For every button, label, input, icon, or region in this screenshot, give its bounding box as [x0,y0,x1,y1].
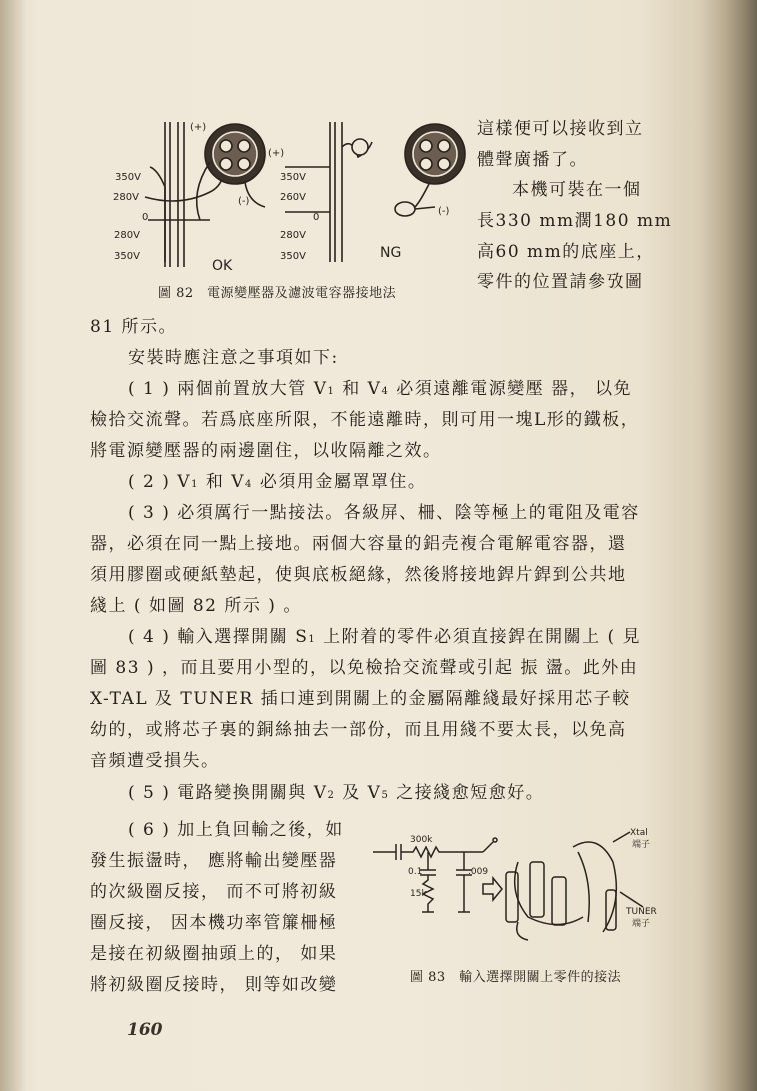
figure-83-diagram [368,822,660,962]
text-line: 體聲廣播了。 [477,150,588,170]
binding-shadow [0,0,26,1091]
minus-mark-2: (-) [438,206,450,217]
text-line: 長330 mm濶180 mm [477,211,673,231]
text-line: 音頻遭受損失。 [90,751,220,771]
voltage-right-2: 260V [280,192,306,203]
text-line: 器，必須在同一點上接地。兩個大容量的鋁壳複合電解電容器，還 [90,534,627,554]
fig83-cap-label-1: 0.1 [408,867,423,877]
plus-mark-1: (+) [190,122,207,133]
text-line: X-TAL 及 TUNER 插口連到開關上的金屬隔離綫最好採用芯子較 [90,689,631,709]
figure-82-diagram [90,112,470,307]
fig83-tuner-label: TUNER [626,907,657,917]
voltage-left-1: 350V [115,172,141,183]
text-line: 檢拾交流聲。若爲底座所限，不能遠離時，則可用一塊L形的鐵板， [90,410,640,430]
text-line: 綫上 ( 如圖 82 所示 ) 。 [90,596,302,616]
text-line: ( 6 ) 加上負回輸之後，如 [128,820,344,840]
figure-83-caption: 圖 83 輸入選擇開關上零件的接法 [410,970,622,985]
ok-label: OK [212,258,233,274]
ng-label: NG [380,245,402,261]
text-line: 的次級圈反接， 而不可將初級 [90,882,338,902]
voltage-right-5: 350V [280,251,306,262]
voltage-left-3: 0 [142,212,149,223]
text-line: 幼的，或將芯子裏的銅絲抽去一部份，而且用綫不要太長，以免高 [90,720,627,740]
voltage-left-2: 280V [113,192,139,203]
text-line: ( 5 ) 電路變換開關與 V2 及 V5 之接綫愈短愈好。 [128,783,545,803]
text-line: 將初級圈反接時， 則等如改變 [90,975,338,995]
fig83-tuner-sub: 端子 [632,919,651,929]
text-line: 零件的位置請參攷圖 [477,272,644,292]
voltage-right-1: 350V [280,172,306,183]
text-line: 安裝時應注意之事項如下: [128,348,339,368]
voltage-left-4: 280V [114,230,140,241]
text-line: 發生振盪時， 應將輸出變壓器 [90,851,338,871]
text-line: ( 4 ) 輸入選擇開關 S1 上附着的零件必須直接銲在開關上 ( 見 [128,627,642,647]
fig83-xtal-label: Xtal [630,828,648,838]
fig83-xtal-sub: 端子 [632,840,651,850]
voltage-right-4: 280V [280,230,306,241]
text-line: 高60 mm的底座上， [477,242,655,262]
fig83-resistor-300k: 300k [410,835,433,845]
voltage-right-3: 0 [313,212,320,223]
text-line: 81 所示。 [90,317,178,337]
text-line: 圖 83 ) ，而且要用小型的，以免檢拾交流聲或引起 振 盪。此外由 [90,658,639,678]
fig83-resistor-15k: 15k [410,889,427,899]
text-line: 須用膠圈或硬紙墊起，使與底板絕緣，然後將接地銲片銲到公共地 [90,565,627,585]
text-line: ( 2 ) V1 和 V4 必須用金屬罩罩住。 [128,472,427,492]
text-line: 將電源變壓器的兩邊圍住，以收隔離之效。 [90,441,442,461]
text-line: 本機可裝在一個 [512,180,642,200]
voltage-left-5: 350V [114,251,140,262]
text-line: ( 3 ) 必須厲行一點接法。各級屏、柵、陰等極上的電阻及電容 [128,503,640,523]
figure-82-caption: 圖 82 電源變壓器及濾波電容器接地法 [158,286,397,301]
fig83-cap-label-2: .009 [468,867,489,877]
plus-mark-2: (+) [268,148,285,159]
text-line: 是接在初級圈抽頭上的， 如果 [90,944,338,964]
minus-mark-1: (-) [238,196,250,207]
text-line: 這樣便可以接收到立 [477,119,644,139]
text-line: ( 1 ) 兩個前置放大管 V1 和 V4 必須遠離電源變壓 器， 以免 [128,379,633,399]
page-number: 160 [127,1020,163,1040]
text-line: 圈反接， 因本機功率管簾柵極 [90,913,338,933]
